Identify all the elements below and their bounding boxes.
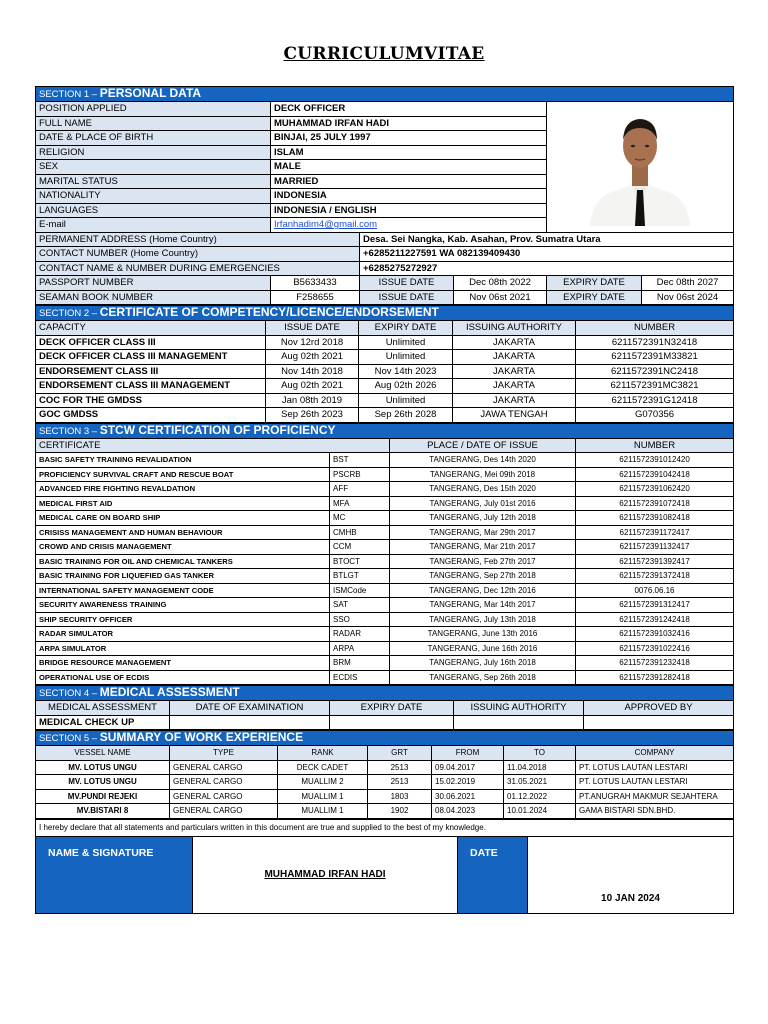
table-cell: Jan 08th 2019	[266, 393, 359, 408]
table-cell: 11.04.2018	[504, 760, 576, 775]
personal-data-table	[35, 86, 734, 305]
certificate-name: BASIC TRAINING FOR LIQUEFIED GAS TANKER	[36, 569, 330, 584]
certificate-number: 6211572391372418	[576, 569, 734, 584]
capacity-cell: GOC GMDSS	[36, 408, 266, 423]
place-date: TANGERANG, Des 14th 2020	[390, 453, 576, 468]
table-cell: 2513	[368, 775, 432, 790]
table-cell: Nov 12rd 2018	[266, 335, 359, 350]
seaman-label: SEAMAN BOOK NUMBER	[36, 290, 271, 305]
seaman-issue-label: ISSUE DATE	[360, 290, 454, 305]
table-cell: Sep 26th 2028	[359, 408, 453, 423]
field-label: POSITION APPLIED	[36, 102, 271, 117]
table-cell: GENERAL CARGO	[170, 804, 278, 819]
certificate-number: 6211572391022416	[576, 641, 734, 656]
profile-photo	[547, 102, 734, 233]
capacity-cell: DECK OFFICER CLASS III	[36, 335, 266, 350]
certificate-name: CROWD AND CRISIS MANAGEMENT	[36, 540, 330, 555]
vessel-name: MV.BISTARI 8	[36, 804, 170, 819]
field-value: DECK OFFICER	[271, 102, 547, 117]
capacity-cell: ENDORSEMENT CLASS III	[36, 364, 266, 379]
column-header: VESSEL NAME	[36, 746, 170, 761]
table-cell: Nov 14th 2023	[359, 364, 453, 379]
table-cell	[330, 715, 454, 730]
certificate-number: 6211572391032416	[576, 627, 734, 642]
certificate-name: SECURITY AWARENESS TRAINING	[36, 598, 330, 613]
certificate-code: RADAR	[330, 627, 390, 642]
certificate-name: SHIP SECURITY OFFICER	[36, 612, 330, 627]
table-row	[36, 335, 734, 350]
table-cell: Unlimited	[359, 350, 453, 365]
column-header: MEDICAL ASSESSMENT	[36, 701, 170, 716]
passport-expiry-date: Dec 08th 2027	[642, 276, 734, 291]
field-label: SEX	[36, 160, 271, 175]
table-row	[36, 467, 734, 482]
table-row	[36, 525, 734, 540]
section3-header: SECTION 3 – STCW CERTIFICATION OF PROFICIENCY	[36, 423, 734, 438]
field-value: MALE	[271, 160, 547, 175]
passport-number: B5633433	[271, 276, 360, 291]
certificate-number: 6211572391172417	[576, 525, 734, 540]
document-title: CURRICULUMVITAE	[283, 44, 485, 64]
table-row	[36, 569, 734, 584]
field-label: NATIONALITY	[36, 189, 271, 204]
table-row	[36, 789, 734, 804]
seaman-issue-date: Nov 06st 2021	[454, 290, 547, 305]
certificate-name: RADAR SIMULATOR	[36, 627, 330, 642]
work-experience-table	[35, 730, 734, 819]
field-label: MARITAL STATUS	[36, 174, 271, 189]
section5-header: SECTION 5 – SUMMARY OF WORK EXPERIENCE	[36, 731, 734, 746]
table-row	[36, 641, 734, 656]
table-cell: 6211572391MC3821	[576, 379, 734, 394]
table-row	[36, 746, 734, 761]
table-cell: Aug 02th 2021	[266, 379, 359, 394]
table-cell: 08.04.2023	[432, 804, 504, 819]
table-cell: 31.05.2021	[504, 775, 576, 790]
signature-table	[35, 819, 734, 914]
place-date: TANGERANG, July 16th 2018	[390, 656, 576, 671]
table-cell: Nov 14th 2018	[266, 364, 359, 379]
certificate-name: MEDICAL FIRST AID	[36, 496, 330, 511]
vessel-name: MV. LOTUS UNGU	[36, 760, 170, 775]
table-cell: 30.06.2021	[432, 789, 504, 804]
table-cell: GENERAL CARGO	[170, 775, 278, 790]
column-header: PLACE / DATE OF ISSUE	[390, 438, 576, 453]
table-row	[36, 656, 734, 671]
table-row	[36, 583, 734, 598]
section1-header: SECTION 1 – PERSONAL DATA	[36, 87, 734, 102]
place-date: TANGERANG, Sep 27th 2018	[390, 569, 576, 584]
table-row	[36, 364, 734, 379]
column-header: CERTIFICATE	[36, 438, 390, 453]
emergency-contact-value: +6285275272927	[360, 261, 734, 276]
column-header: ISSUING AUTHORITY	[453, 321, 576, 336]
column-header: FROM	[432, 746, 504, 761]
table-row	[36, 408, 734, 423]
certificate-code: ARPA	[330, 641, 390, 656]
certificate-code: AFF	[330, 482, 390, 497]
medical-table	[35, 685, 734, 730]
place-date: TANGERANG, July 13th 2018	[390, 612, 576, 627]
column-header: RANK	[278, 746, 368, 761]
place-date: TANGERANG, Mar 29th 2017	[390, 525, 576, 540]
certificate-code: SSO	[330, 612, 390, 627]
table-row	[36, 379, 734, 394]
seaman-number: F258655	[271, 290, 360, 305]
email-value[interactable]	[271, 218, 547, 233]
field-label: RELIGION	[36, 145, 271, 160]
table-cell: 6211572391M33821	[576, 350, 734, 365]
certificate-number: 6211572391312417	[576, 598, 734, 613]
section2-header: SECTION 2 – CERTIFICATE OF COMPETENCY/LICENCE/ENDORSEMENT	[36, 306, 734, 321]
profile-photo-image	[584, 104, 696, 226]
place-date: TANGERANG, Feb 27th 2017	[390, 554, 576, 569]
table-row	[36, 775, 734, 790]
column-header: DATE OF EXAMINATION	[170, 701, 330, 716]
vessel-name: MV. LOTUS UNGU	[36, 775, 170, 790]
table-cell: MUALLIM 2	[278, 775, 368, 790]
column-header: TO	[504, 746, 576, 761]
table-row	[36, 276, 734, 291]
table-cell: JAKARTA	[453, 335, 576, 350]
certificate-number: 0076.06.16	[576, 583, 734, 598]
table-row	[36, 247, 734, 262]
field-label: E-mail	[36, 218, 271, 233]
table-cell: 2513	[368, 760, 432, 775]
contact-number-value: +6285211227591 WA 082139409430	[360, 247, 734, 262]
table-cell: GENERAL CARGO	[170, 789, 278, 804]
capacity-cell: DECK OFFICER CLASS III MANAGEMENT	[36, 350, 266, 365]
field-value: ISLAM	[271, 145, 547, 160]
place-date: TANGERANG, June 16th 2016	[390, 641, 576, 656]
table-row	[36, 496, 734, 511]
table-cell: PT. LOTUS LAUTAN LESTARI	[576, 760, 734, 775]
place-date: TANGERANG, Sep 26th 2018	[390, 670, 576, 685]
table-cell	[170, 715, 330, 730]
certificate-name: PROFICIENCY SURVIVAL CRAFT AND RESCUE BOAT	[36, 467, 330, 482]
table-cell: G070356	[576, 408, 734, 423]
certificate-number: 6211572391232418	[576, 656, 734, 671]
proficiency-table	[35, 423, 734, 686]
table-cell: 6211572391G12418	[576, 393, 734, 408]
field-value: MUHAMMAD IRFAN HADI	[271, 116, 547, 131]
table-cell: GAMA BISTARI SDN.BHD.	[576, 804, 734, 819]
certificate-number: 6211572391282418	[576, 670, 734, 685]
seaman-expiry-label: EXPIRY DATE	[547, 290, 642, 305]
table-cell: Aug 02th 2021	[266, 350, 359, 365]
certificate-number: 6211572391042418	[576, 467, 734, 482]
certificate-code: BTOCT	[330, 554, 390, 569]
place-date: TANGERANG, Mar 14th 2017	[390, 598, 576, 613]
email-link[interactable]: Irfanhadim4@gmail.com	[274, 219, 378, 231]
table-cell: 10.01.2024	[504, 804, 576, 819]
certificate-code: CMHB	[330, 525, 390, 540]
table-cell: MUALLIM 1	[278, 789, 368, 804]
certificate-number: 6211572391392417	[576, 554, 734, 569]
passport-expiry-label: EXPIRY DATE	[547, 276, 642, 291]
column-header: CAPACITY	[36, 321, 266, 336]
certificate-name: BASIC SAFETY TRAINING REVALIDATION	[36, 453, 330, 468]
certificate-code: ECDIS	[330, 670, 390, 685]
place-date: TANGERANG, July 01st 2016	[390, 496, 576, 511]
competency-table	[35, 305, 734, 423]
table-cell: JAKARTA	[453, 364, 576, 379]
table-row	[36, 350, 734, 365]
signatory-name: MUHAMMAD IRFAN HADI	[193, 836, 458, 913]
table-cell: PT.ANUGRAH MAKMUR SEJAHTERA	[576, 789, 734, 804]
certificate-code: SAT	[330, 598, 390, 613]
place-date: TANGERANG, June 13th 2016	[390, 627, 576, 642]
certificate-name: INTERNATIONAL SAFETY MANAGEMENT CODE	[36, 583, 330, 598]
table-cell: JAKARTA	[453, 393, 576, 408]
place-date: TANGERANG, July 12th 2018	[390, 511, 576, 526]
table-cell: MEDICAL CHECK UP	[36, 715, 170, 730]
place-date: TANGERANG, Mei 09th 2018	[390, 467, 576, 482]
place-date: TANGERANG, Mar 21th 2017	[390, 540, 576, 555]
column-header: NUMBER	[576, 321, 734, 336]
table-cell: 1803	[368, 789, 432, 804]
contact-number-label: CONTACT NUMBER (Home Country)	[36, 247, 360, 262]
field-label: FULL NAME	[36, 116, 271, 131]
emergency-contact-label: CONTACT NAME & NUMBER DURING EMERGENCIES	[36, 261, 360, 276]
table-cell: JAWA TENGAH	[453, 408, 576, 423]
certificate-name: OPERATIONAL USE OF ECDIS	[36, 670, 330, 685]
certificate-number: 6211572391242418	[576, 612, 734, 627]
column-header: EXPIRY DATE	[359, 321, 453, 336]
field-value: BINJAI, 25 JULY 1997	[271, 131, 547, 146]
certificate-name: CRISISS MANAGEMENT AND HUMAN BEHAVIOUR	[36, 525, 330, 540]
certificate-name: ADVANCED FIRE FIGHTING REVALDATION	[36, 482, 330, 497]
certificate-code: MFA	[330, 496, 390, 511]
table-row	[36, 760, 734, 775]
table-cell: GENERAL CARGO	[170, 760, 278, 775]
table-cell: 6211572391N32418	[576, 335, 734, 350]
table-cell: JAKARTA	[453, 350, 576, 365]
table-row	[36, 511, 734, 526]
column-header: GRT	[368, 746, 432, 761]
table-row	[36, 701, 734, 716]
table-cell: 1902	[368, 804, 432, 819]
table-row	[36, 290, 734, 305]
passport-issue-label: ISSUE DATE	[360, 276, 454, 291]
place-date: TANGERANG, Dec 12th 2016	[390, 583, 576, 598]
address-value: Desa. Sei Nangka, Kab. Asahan, Prov. Sumatra Utara	[360, 232, 734, 247]
table-cell: JAKARTA	[453, 379, 576, 394]
certificate-name: ARPA SIMULATOR	[36, 641, 330, 656]
name-signature-label: NAME & SIGNATURE	[36, 836, 193, 913]
table-row	[36, 393, 734, 408]
column-header: APPROVED BY	[584, 701, 734, 716]
certificate-code: MC	[330, 511, 390, 526]
table-cell: PT. LOTUS LAUTAN LESTARI	[576, 775, 734, 790]
field-value: INDONESIA / ENGLISH	[271, 203, 547, 218]
cv-sheet	[35, 86, 733, 914]
certificate-code: CCM	[330, 540, 390, 555]
certificate-number: 6211572391012420	[576, 453, 734, 468]
table-row	[36, 598, 734, 613]
field-value: INDONESIA	[271, 189, 547, 204]
table-cell: Unlimited	[359, 335, 453, 350]
table-cell: MUALLIM 1	[278, 804, 368, 819]
table-row	[36, 102, 734, 117]
declaration-text: I hereby declare that all statements and particulars written in this document are true and supplied to the best of my knowledge.	[36, 819, 734, 836]
table-row	[36, 482, 734, 497]
table-cell	[454, 715, 584, 730]
certificate-number: 6211572391072418	[576, 496, 734, 511]
address-label: PERMANENT ADDRESS (Home Country)	[36, 232, 360, 247]
date-label: DATE	[458, 836, 528, 913]
table-row	[36, 612, 734, 627]
certificate-number: 6211572391062420	[576, 482, 734, 497]
table-row	[36, 321, 734, 336]
table-cell: 01.12.2022	[504, 789, 576, 804]
table-row	[36, 261, 734, 276]
table-row	[36, 627, 734, 642]
table-row	[36, 670, 734, 685]
column-header: ISSUE DATE	[266, 321, 359, 336]
certificate-code: PSCRB	[330, 467, 390, 482]
column-header: COMPANY	[576, 746, 734, 761]
table-row	[36, 715, 734, 730]
seaman-expiry-date: Nov 06st 2024	[642, 290, 734, 305]
field-value: MARRIED	[271, 174, 547, 189]
column-header: TYPE	[170, 746, 278, 761]
certificate-code: BTLGT	[330, 569, 390, 584]
column-header: EXPIRY DATE	[330, 701, 454, 716]
certificate-code: ISMCode	[330, 583, 390, 598]
table-cell	[584, 715, 734, 730]
section4-header: SECTION 4 – MEDICAL ASSESSMENT	[36, 686, 734, 701]
passport-label: PASSPORT NUMBER	[36, 276, 271, 291]
certificate-name: MEDICAL CARE ON BOARD SHIP	[36, 511, 330, 526]
certificate-number: 6211572391132417	[576, 540, 734, 555]
certificate-code: BRM	[330, 656, 390, 671]
vessel-name: MV.PUNDI REJEKI	[36, 789, 170, 804]
table-row	[36, 453, 734, 468]
column-header: NUMBER	[576, 438, 734, 453]
column-header: ISSUING AUTHORITY	[454, 701, 584, 716]
capacity-cell: COC FOR THE GMDSS	[36, 393, 266, 408]
table-row	[36, 438, 734, 453]
passport-issue-date: Dec 08th 2022	[454, 276, 547, 291]
place-date: TANGERANG, Des 15th 2020	[390, 482, 576, 497]
field-label: LANGUAGES	[36, 203, 271, 218]
table-row	[36, 540, 734, 555]
table-row	[36, 232, 734, 247]
table-cell: 6211572391NC2418	[576, 364, 734, 379]
table-cell: 09.04.2017	[432, 760, 504, 775]
certificate-number: 6211572391082418	[576, 511, 734, 526]
table-row	[36, 804, 734, 819]
table-cell: Aug 02th 2026	[359, 379, 453, 394]
signature-date: 10 JAN 2024	[528, 836, 734, 913]
certificate-name: BRIDGE RESOURCE MANAGEMENT	[36, 656, 330, 671]
field-label: DATE & PLACE OF BIRTH	[36, 131, 271, 146]
table-cell: 15.02.2019	[432, 775, 504, 790]
table-cell: Unlimited	[359, 393, 453, 408]
table-cell: DECK CADET	[278, 760, 368, 775]
table-cell: Sep 26th 2023	[266, 408, 359, 423]
certificate-code: BST	[330, 453, 390, 468]
capacity-cell: ENDORSEMENT CLASS III MANAGEMENT	[36, 379, 266, 394]
table-row	[36, 554, 734, 569]
certificate-name: BASIC TRAINING FOR OIL AND CHEMICAL TANKERS	[36, 554, 330, 569]
